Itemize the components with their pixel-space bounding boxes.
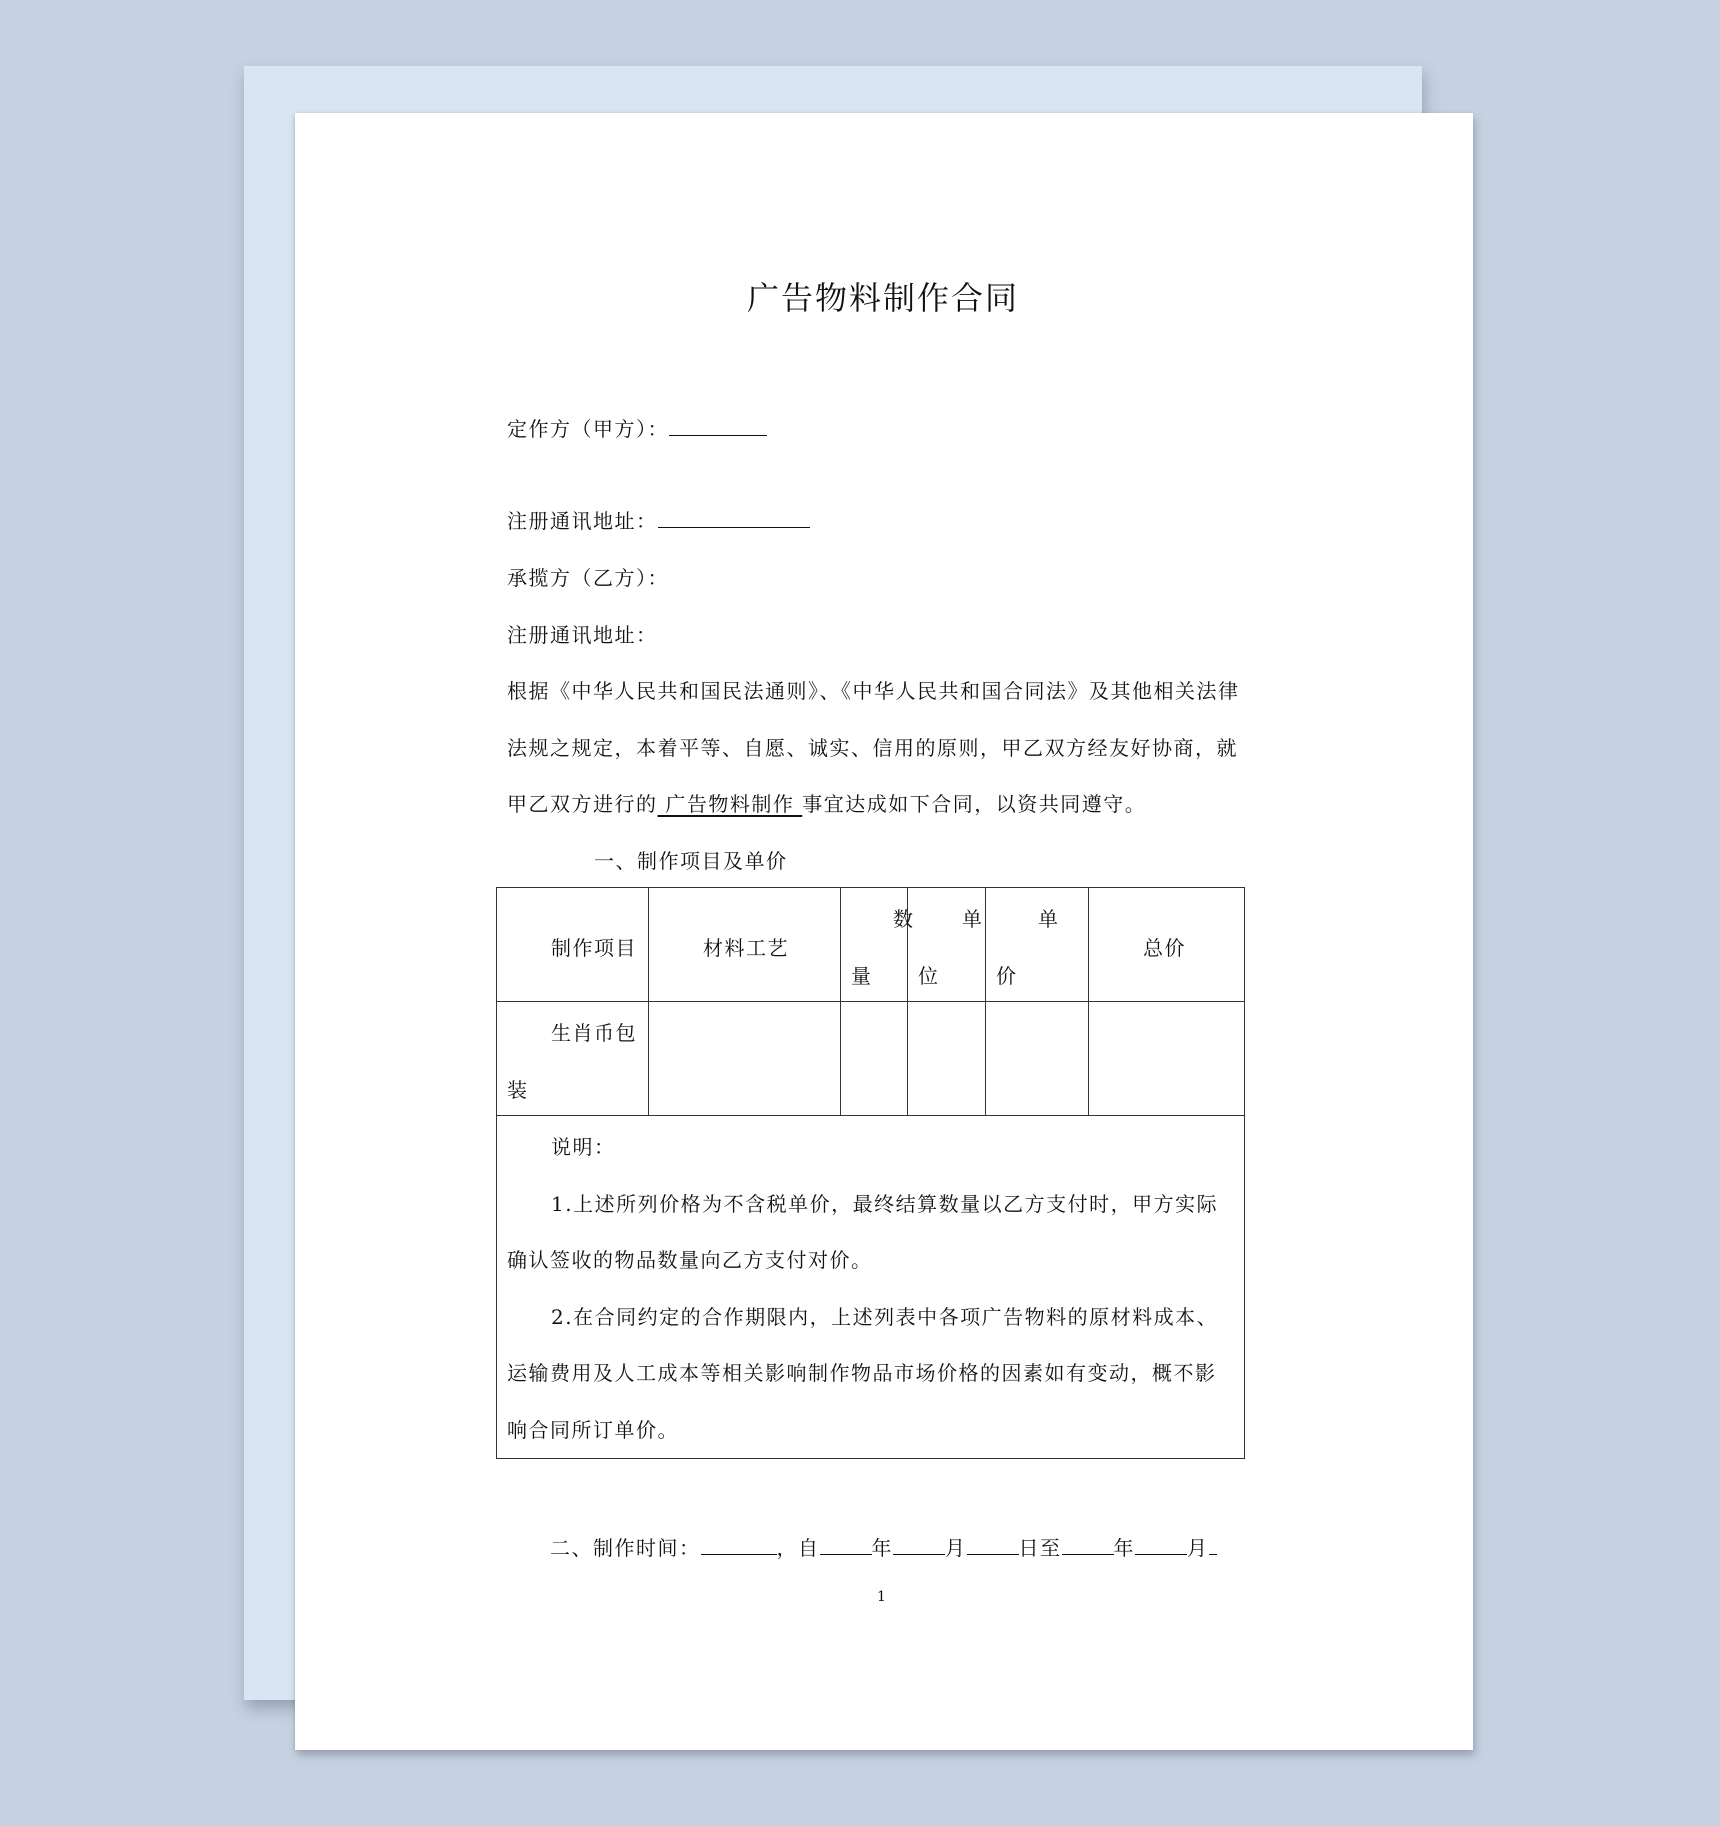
party-a-label: 定作方（甲方）： <box>507 417 669 441</box>
table-notes-row <box>497 1116 1245 1459</box>
cell-item: 生肖币包 装 <box>497 1002 649 1116</box>
header-material: 材料工艺 <box>649 888 841 1002</box>
preamble-line-3-after: 事宜达成如下合同，以资共同遵守。 <box>802 792 1147 816</box>
header-unit: 单 位 <box>908 888 986 1002</box>
document-title: 广告物料制作合同 <box>747 279 1020 317</box>
table-header-row <box>497 888 1245 1002</box>
note-2-line-1: 2.在合同约定的合作期限内，上述列表中各项广告物料的原材料成本、 <box>551 1305 1219 1329</box>
start-month-blank[interactable] <box>893 1534 945 1555</box>
party-a-blank[interactable] <box>669 415 767 436</box>
cell-unit-price[interactable] <box>986 1002 1089 1116</box>
preamble-line-1: 根据《中华人民共和国民法通则》、《中华人民共和国合同法》及其他相关法律 <box>507 679 1240 703</box>
end-day-blank[interactable] <box>1209 1534 1217 1555</box>
preamble-line-2: 法规之规定，本着平等、自愿、诚实、信用的原则，甲乙双方经友好协商，就 <box>507 736 1238 760</box>
header-item: 制作项目 <box>497 888 649 1002</box>
cell-material[interactable] <box>649 1002 841 1116</box>
cell-unit[interactable] <box>908 1002 986 1116</box>
note-1-line-2: 确认签收的物品数量向乙方支付对价。 <box>507 1248 873 1272</box>
party-b-label: 承揽方（乙方）： <box>507 566 669 590</box>
table-row <box>497 1002 1245 1116</box>
section-2-production-time: 二、制作时间： ，自 年 月 日至 年 月 <box>550 1532 1217 1561</box>
party-a-address-line <box>507 505 810 534</box>
note-2-line-3: 响合同所订单价。 <box>507 1418 679 1442</box>
header-total: 总价 <box>1089 888 1245 1002</box>
page-number: 1 <box>877 1589 886 1605</box>
notes-cell <box>497 1116 1245 1459</box>
document-page <box>295 113 1473 1750</box>
party-b-address-label: 注册通讯地址： <box>507 623 658 647</box>
note-1-line-1: 1.上述所列价格为不含税单价，最终结算数量以乙方支付时，甲方实际 <box>551 1192 1219 1216</box>
end-month-blank[interactable] <box>1135 1534 1187 1555</box>
end-year-blank[interactable] <box>1062 1534 1114 1555</box>
preamble-line-3-before: 甲乙双方进行的 <box>507 792 658 816</box>
subject-underlined: 广告物料制作 <box>657 792 803 816</box>
items-table <box>496 887 1245 1459</box>
section-1-heading: 一、制作项目及单价 <box>594 849 788 873</box>
cell-total[interactable] <box>1089 1002 1245 1116</box>
note-2-line-2: 运输费用及人工成本等相关影响制作物品市场价格的因素如有变动，概不影 <box>507 1361 1217 1385</box>
section-2-label: 二、制作时间： <box>550 1536 701 1560</box>
time-blank[interactable] <box>701 1534 777 1555</box>
party-a-address-blank[interactable] <box>658 507 810 528</box>
notes-label: 说明： <box>551 1135 616 1159</box>
preamble-line-3 <box>507 788 1146 817</box>
start-day-blank[interactable] <box>967 1534 1019 1555</box>
party-a-address-label: 注册通讯地址： <box>507 509 658 533</box>
header-quantity: 数 量 <box>841 888 908 1002</box>
party-a-line <box>507 413 767 442</box>
cell-quantity[interactable] <box>841 1002 908 1116</box>
start-year-blank[interactable] <box>820 1534 872 1555</box>
header-unit-price: 单 价 <box>986 888 1089 1002</box>
